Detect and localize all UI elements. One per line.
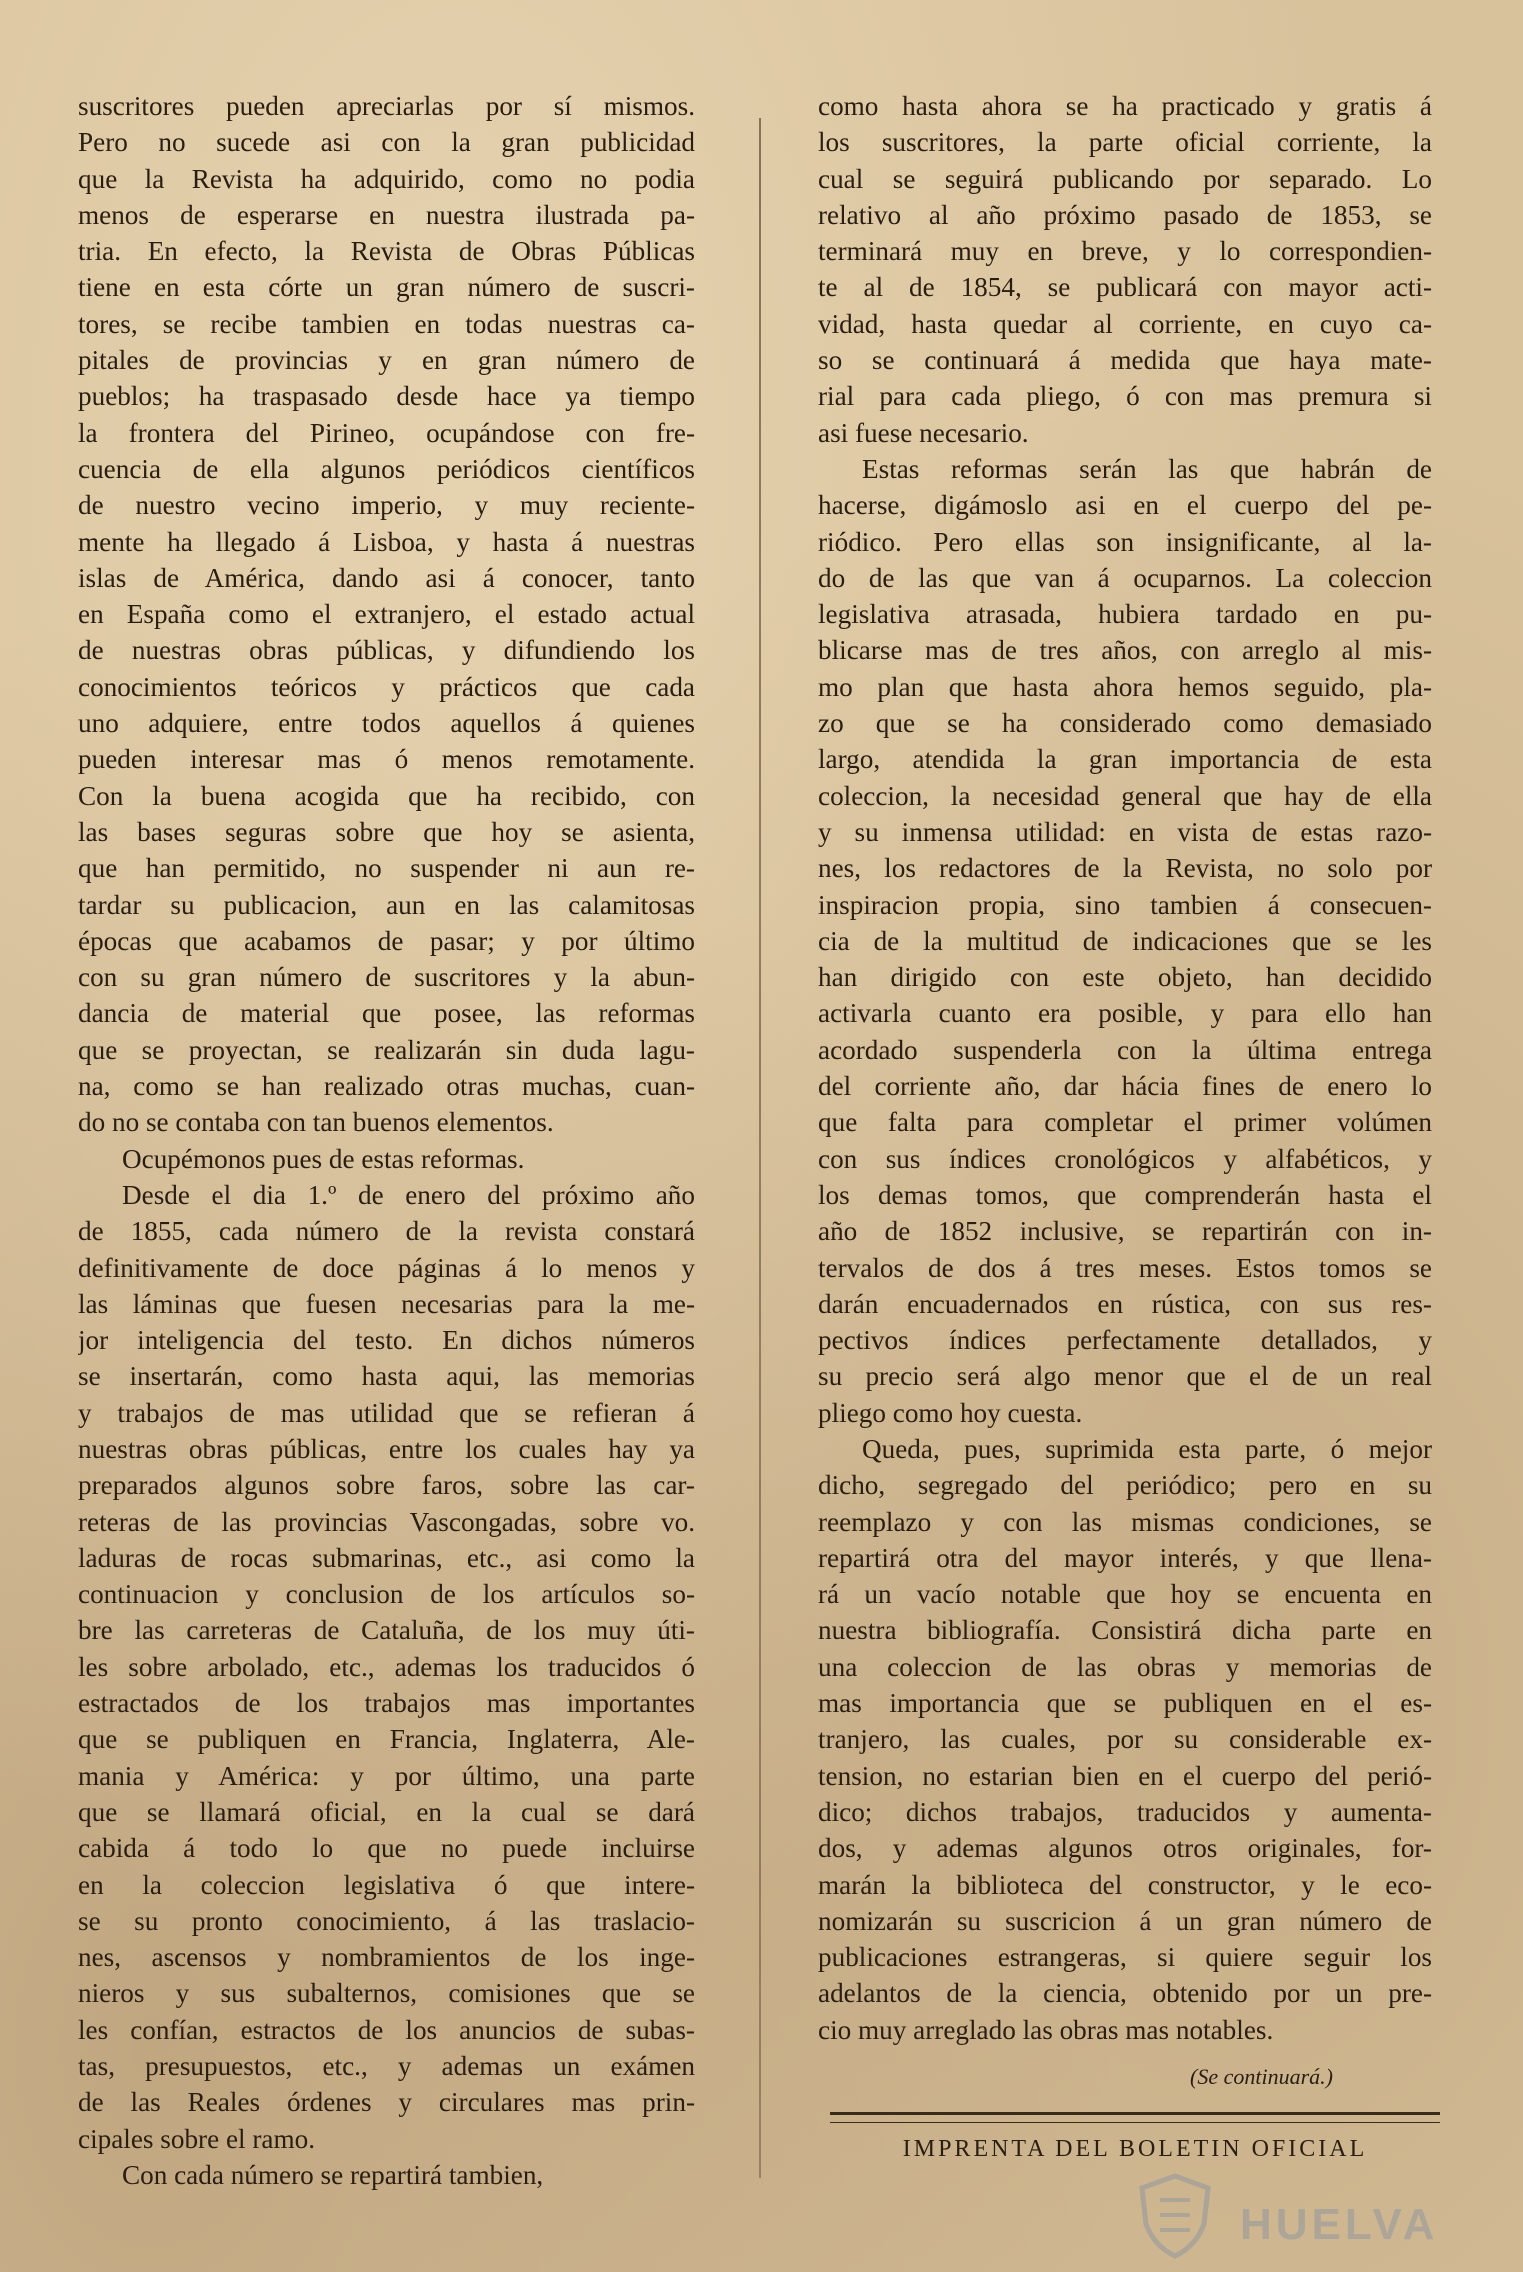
text-line: tiene en esta córte un gran número de suscri- [78,272,695,303]
text-line: de nuestro vecino imperio, y muy reciente- [78,490,695,521]
text-line: que se proyectan, se realizarán sin duda lagu- [78,1034,695,1065]
text-line: en España como el extranjero, el estado actual [78,599,695,630]
text-line: nes, ascensos y nombramientos de los inge- [78,1942,695,1973]
text-line: y trabajos de mas utilidad que se refieran á [78,1397,695,1428]
text-line: activarla cuanto era posible, y para ello han [818,998,1432,1029]
text-line: pueblos; ha traspasado desde hace ya tiempo [78,381,695,412]
text-line: islas de América, dando asi á conocer, tanto [78,562,695,593]
right-text-column [818,88,1432,2048]
text-line: zo que se ha considerado como demasiado [818,708,1432,739]
text-line: Queda, pues, suprimida esta parte, ó mejor [862,1433,1432,1464]
text-line: Pero no sucede asi con la gran publicidad [78,127,695,158]
text-line: nuestra bibliografía. Consistirá dicha parte en [818,1615,1432,1646]
continuation-note: (Se continuará.) [1190,2064,1333,2089]
text-line: dico; dichos trabajos, traducidos y aumenta- [818,1796,1432,1827]
text-line: mente ha llegado á Lisboa, y hasta á nuestras [78,526,695,557]
text-line: Con la buena acogida que ha recibido, con [78,780,695,811]
text-line: los demas tomos, que comprenderán hasta el [818,1179,1432,1210]
text-line: rá un vacío notable que hoy se encuenta en [818,1579,1432,1610]
text-line: nomizarán su suscricion á un gran número de [818,1905,1432,1936]
text-line: Ocupémonos pues de estas reformas. [122,1143,525,1174]
text-line: de nuestras obras públicas, y difundiendo los [78,635,695,666]
text-line: nes, los redactores de la Revista, no solo por [818,853,1432,884]
text-line: dicho, segregado del periódico; pero en su [818,1470,1432,1501]
text-line: terminará muy en breve, y lo correspondien- [818,236,1432,267]
text-line: conocimientos teóricos y prácticos que cada [78,671,695,702]
text-line: rial para cada pliego, ó con mas premura si [818,381,1432,412]
text-line: coleccion, la necesidad general que hay de ella [818,780,1432,811]
text-line: do no se contaba con tan buenos elementos. [78,1107,554,1138]
text-line: tria. En efecto, la Revista de Obras Públicas [78,236,695,267]
watermark-text: HUELVA [1240,2200,1439,2249]
text-line: pectivos índices perfectamente detallados, y [818,1325,1432,1356]
text-line: con sus índices cronológicos y alfabéticos, y [818,1143,1432,1174]
text-line: tervalos de dos á tres meses. Estos tomos se [818,1252,1432,1283]
text-line: tores, se recibe tambien en todas nuestras ca- [78,308,695,339]
text-line: cabida á todo lo que no puede incluirse [78,1833,695,1864]
text-line: año de 1852 inclusive, se repartirán con in- [818,1216,1432,1247]
text-line: épocas que acabamos de pasar; y por último [78,925,695,956]
text-line: estractados de los trabajos mas importantes [78,1688,695,1719]
text-line: pitales de provincias y en gran número de [78,345,695,376]
text-line: bre las carreteras de Cataluña, de los muy úti- [78,1615,695,1646]
text-line: do de las que van á ocuparnos. La coleccion [818,562,1432,593]
text-line: del corriente año, dar hácia fines de enero lo [818,1071,1432,1102]
text-line: que la Revista ha adquirido, como no podia [78,163,695,194]
text-line: mo plan que hasta ahora hemos seguido, pla- [818,671,1432,702]
text-line: que se llamará oficial, en la cual se dará [78,1796,695,1827]
text-line: dos, y ademas algunos otros originales, for- [818,1833,1432,1864]
text-line: vidad, hasta quedar al corriente, en cuyo ca- [818,308,1432,339]
text-line: Estas reformas serán las que habrán de [862,453,1432,484]
text-line: que se publiquen en Francia, Inglaterra, Ale- [78,1724,695,1755]
text-line: Desde el dia 1.º de enero del próximo año [122,1179,695,1210]
text-line: continuacion y conclusion de los artículos so- [78,1579,695,1610]
text-line: las láminas que fuesen necesarias para la me- [78,1288,695,1319]
text-line: nuestras obras públicas, entre los cuales hay ya [78,1433,695,1464]
text-line: les sobre arbolado, etc., ademas los traducidos ó [78,1651,695,1682]
text-line: jor inteligencia del testo. En dichos números [78,1325,695,1356]
text-line: legislativa atrasada, hubiera tardado en pu- [818,599,1432,630]
text-line: y su inmensa utilidad: en vista de estas razo- [818,816,1432,847]
text-line: se su pronto conocimiento, á las traslacio- [78,1905,695,1936]
text-line: de 1855, cada número de la revista constará [78,1216,695,1247]
text-line: asi fuese necesario. [818,417,1029,448]
text-line: tension, no estarian bien en el cuerpo del perió- [818,1760,1432,1791]
text-line: cipales sobre el ramo. [78,2123,316,2154]
shield-icon [1130,2170,1220,2260]
closing-rule-thick [830,2112,1440,2115]
text-line: cual se seguirá publicando por separado. Lo [818,163,1432,194]
text-line: hacerse, digámoslo asi en el cuerpo del pe- [818,490,1432,521]
text-line: cio muy arreglado las obras mas notables. [818,2014,1274,2045]
text-line: uno adquiere, entre todos aquellos á quienes [78,708,695,739]
closing-rule-thin [830,2122,1440,2123]
text-line: acordado suspenderla con la última entrega [818,1034,1432,1065]
text-line: tardar su publicacion, aun en las calamitosas [78,889,695,920]
printer-imprint: IMPRENTA DEL BOLETIN OFICIAL [902,2136,1368,2162]
text-line: menos de esperarse en nuestra ilustrada pa- [78,199,695,230]
text-line: que falta para completar el primer volúmen [818,1107,1432,1138]
text-line: mania y América: y por último, una parte [78,1760,695,1791]
text-line: laduras de rocas submarinas, etc., asi como la [78,1542,695,1573]
text-line: so se continuará á medida que haya mate- [818,345,1432,376]
text-line: tas, presupuestos, etc., y ademas un exámen [78,2051,695,2082]
text-line: darán encuadernados en rústica, con sus res- [818,1288,1432,1319]
text-line: una coleccion de las obras y memorias de [818,1651,1432,1682]
text-line: na, como se han realizado otras muchas, cuan- [78,1071,695,1102]
text-line: definitivamente de doce páginas á lo menos y [78,1252,695,1283]
text-line: blicarse mas de tres años, con arreglo al mis- [818,635,1432,666]
text-line: en la coleccion legislativa ó que intere- [78,1869,695,1900]
text-line: relativo al año próximo pasado de 1853, se [818,199,1432,230]
text-line: reemplazo y con las mismas condiciones, se [818,1506,1432,1537]
text-line: suscritores pueden apreciarlas por sí mismos. [78,91,695,121]
text-line: repartirá otra del mayor interés, y que llena- [818,1542,1432,1573]
text-line: adelantos de la ciencia, obtenido por un pre- [818,1978,1432,2009]
text-line: inspiracion propia, sino tambien á consecuen- [818,889,1432,920]
text-line: dancia de material que posee, las reformas [78,998,695,1029]
text-line: los suscritores, la parte oficial corriente, la [818,127,1432,158]
text-line: como hasta ahora se ha practicado y gratis á [818,91,1432,121]
text-line: se insertarán, como hasta aqui, las memorias [78,1361,695,1392]
text-line: reteras de las provincias Vascongadas, sobre vo. [78,1506,695,1537]
text-line: publicaciones estrangeras, si quiere seguir los [818,1942,1432,1973]
text-line: Con cada número se repartirá tambien, [122,2159,544,2190]
text-line: te al de 1854, se publicará con mayor acti- [818,272,1432,303]
left-text-column [78,88,695,2193]
text-line: de las Reales órdenes y circulares mas prin- [78,2087,695,2118]
text-line: les confían, estractos de los anuncios de subas- [78,2014,695,2045]
text-line: que han permitido, no suspender ni aun re- [78,853,695,884]
text-line: la frontera del Pirineo, ocupándose con fre- [78,417,695,448]
text-line: riódico. Pero ellas son insignificante, al la- [818,526,1432,557]
text-line: nieros y sus subalternos, comisiones que se [78,1978,695,2009]
text-line: las bases seguras sobre que hoy se asienta, [78,816,695,847]
text-line: con su gran número de suscritores y la abun- [78,962,695,993]
text-line: marán la biblioteca del constructor, y le eco- [818,1869,1432,1900]
text-line: pliego como hoy cuesta. [818,1397,1083,1428]
text-line: tranjero, las cuales, por su considerable ex- [818,1724,1432,1755]
text-line: cuencia de ella algunos periódicos científicos [78,453,695,484]
text-line: han dirigido con este objeto, han decidido [818,962,1432,993]
archive-watermark [1120,2170,1440,2260]
text-line: mas importancia que se publiquen en el es- [818,1688,1432,1719]
text-line: preparados algunos sobre faros, sobre las car- [78,1470,695,1501]
text-line: pueden interesar mas ó menos remotamente. [78,744,695,775]
text-line: cia de la multitud de indicaciones que se les [818,925,1432,956]
text-line: largo, atendida la gran importancia de esta [818,744,1432,775]
text-line: su precio será algo menor que el de un real [818,1361,1432,1392]
column-divider [759,118,761,2178]
